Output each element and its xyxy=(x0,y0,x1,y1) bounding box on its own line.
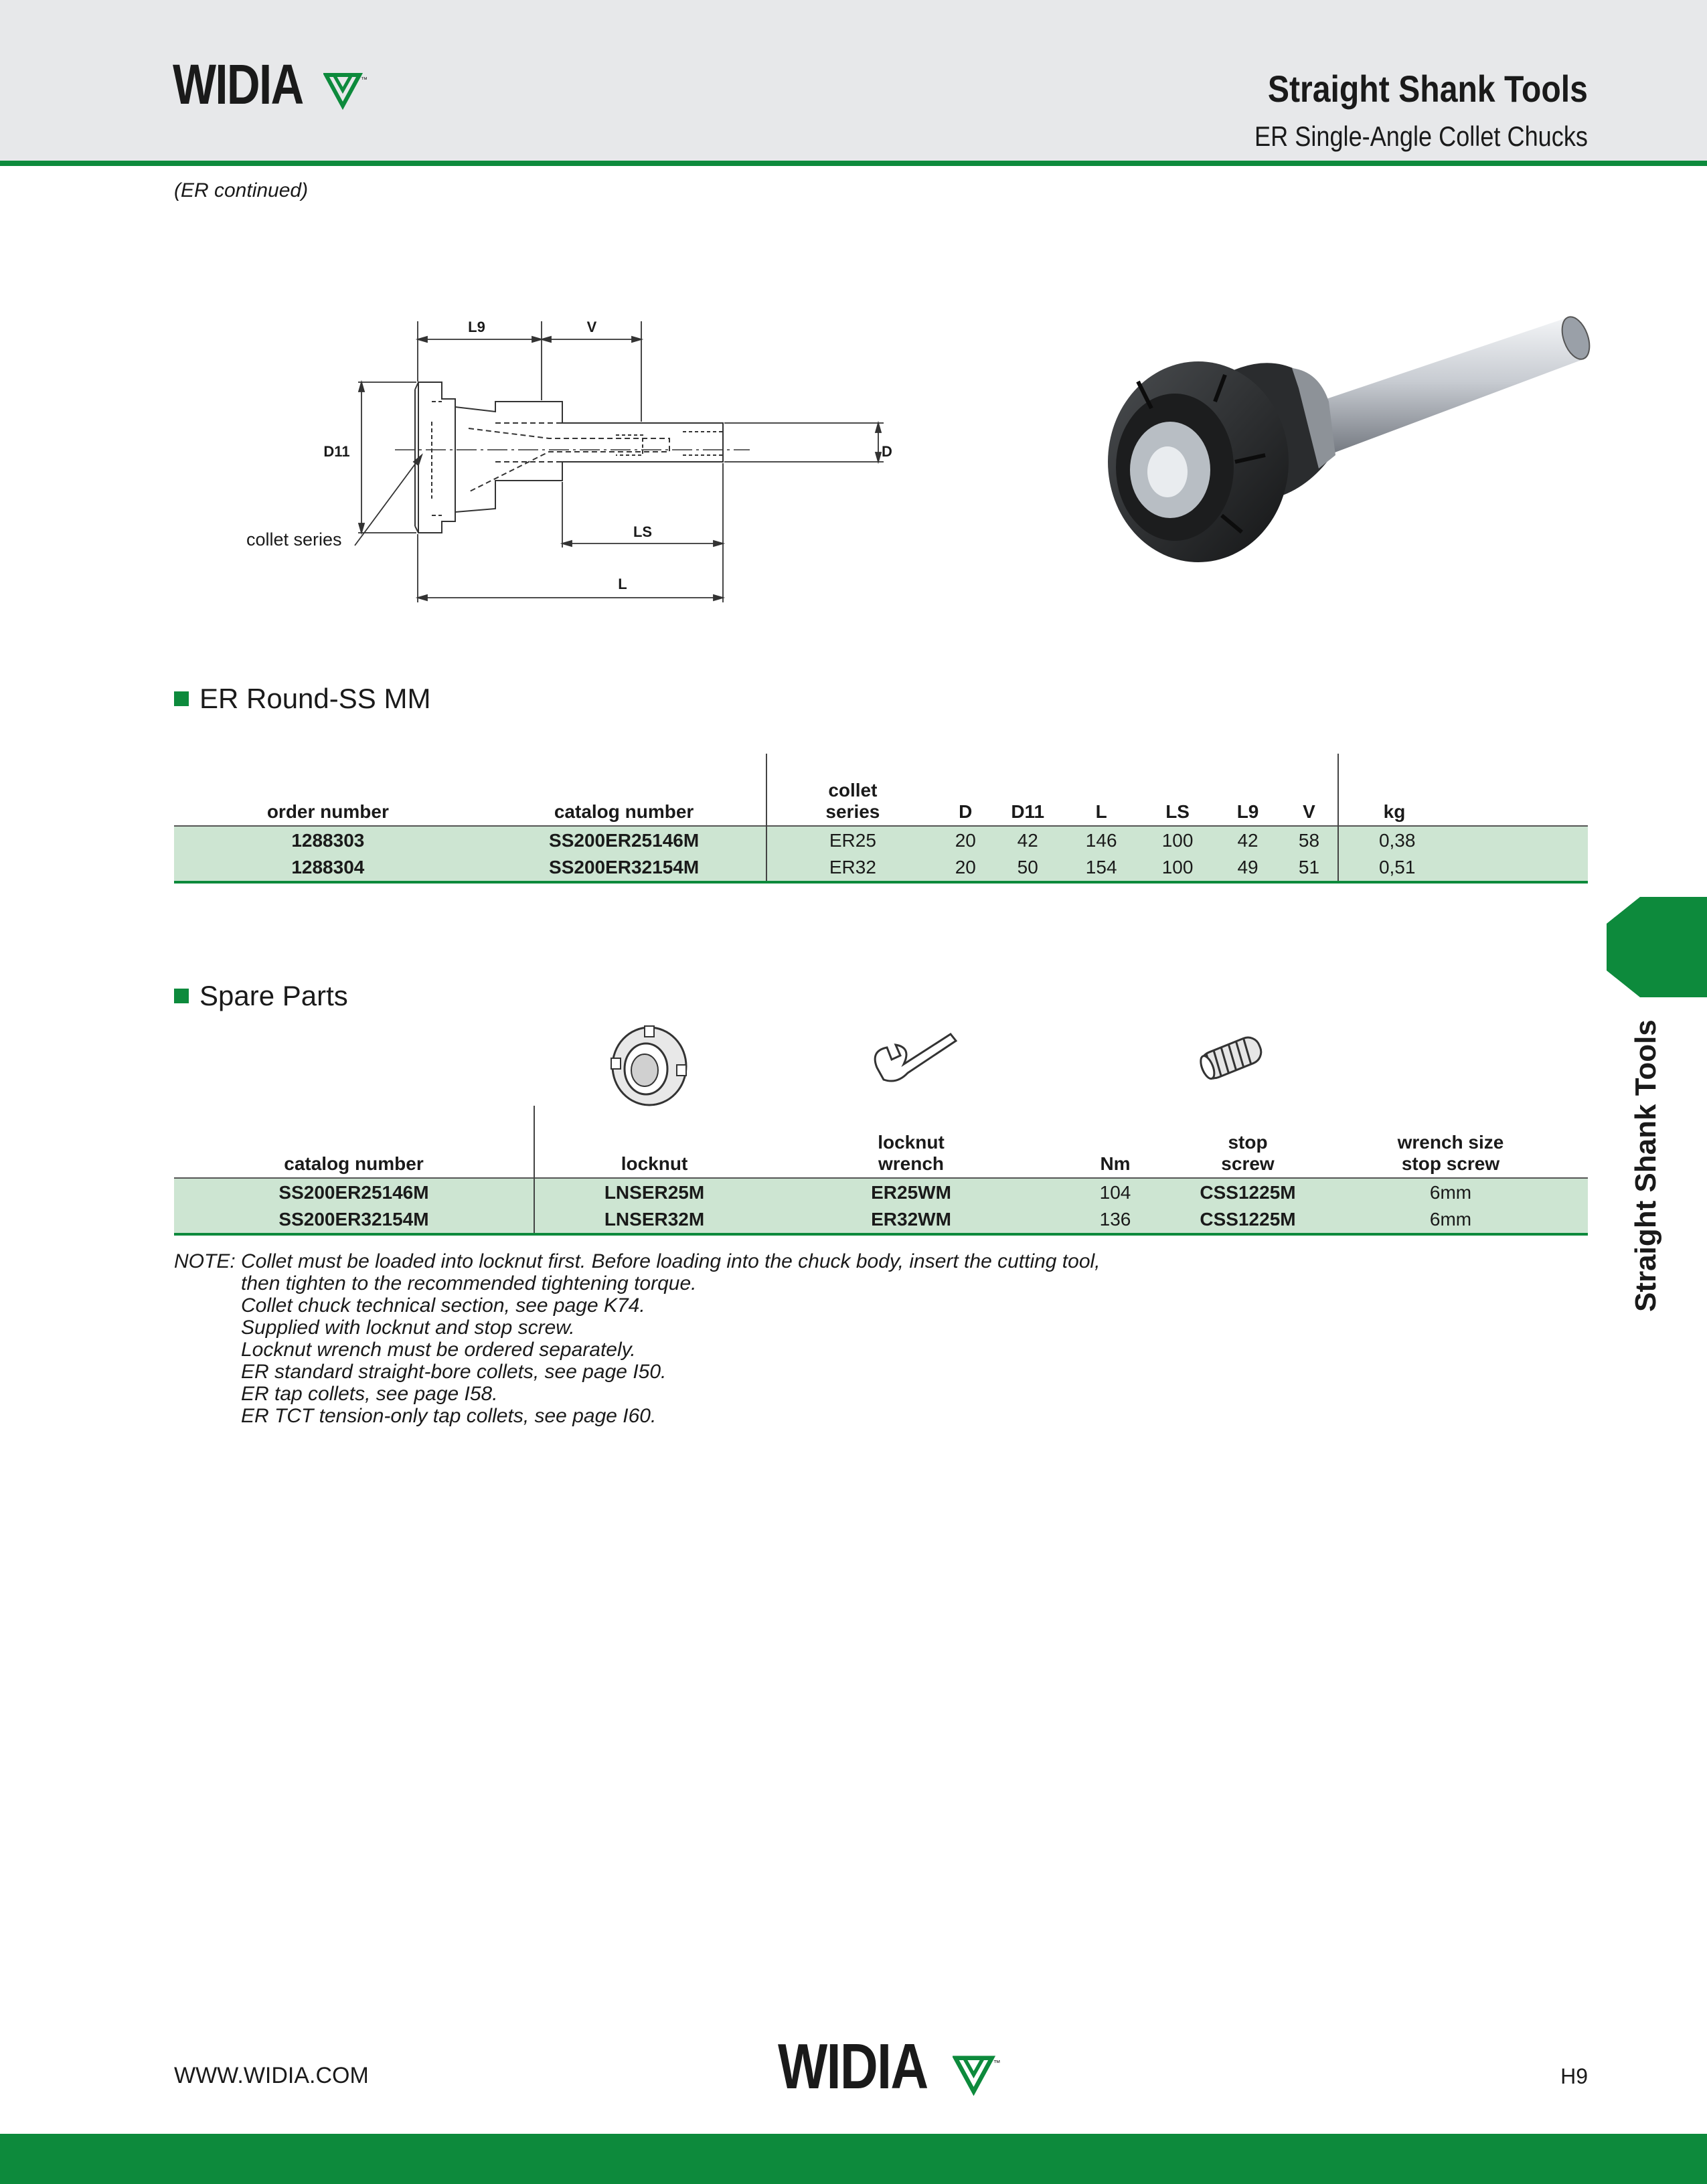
collet-chuck-photo xyxy=(1098,301,1607,569)
header-locknut-wrench: locknut wrench xyxy=(878,1132,945,1174)
er-round-table xyxy=(174,754,1588,884)
section-bullet-icon xyxy=(174,989,189,1003)
page-title: Straight Shank Tools xyxy=(1267,68,1588,110)
table-row: 1288304 SS200ER32154M ER32 20 50 154 100 49 51 0,51 xyxy=(174,854,1588,882)
footer-bar xyxy=(0,2134,1707,2184)
header-d: D xyxy=(959,801,973,822)
header-collet-series: collet series xyxy=(766,754,938,826)
spare-parts-table xyxy=(174,1106,1588,1236)
section-er-round-ss-mm: ER Round-SS MM xyxy=(174,683,430,715)
header-order-number: order number xyxy=(266,801,389,822)
label-d11: D11 xyxy=(323,443,350,460)
notes-label: NOTE: xyxy=(174,1250,236,1272)
header-rule xyxy=(0,161,1707,166)
wrench-icon xyxy=(864,1021,964,1101)
header-v: V xyxy=(1303,801,1315,822)
locknut-icon xyxy=(606,1021,693,1108)
dimension-drawing xyxy=(241,308,897,616)
svg-text:™: ™ xyxy=(993,2059,1001,2068)
section-spare-parts: Spare Parts xyxy=(174,980,348,1012)
widia-logo: WIDIA ™ xyxy=(173,56,370,112)
table-row: 1288303 SS200ER25146M ER25 20 42 146 100 42 58 0,38 xyxy=(174,826,1588,854)
page-subtitle: ER Single-Angle Collet Chucks xyxy=(1254,120,1588,152)
header-wrench-size: wrench size stop screw xyxy=(1397,1132,1504,1174)
label-v: V xyxy=(586,319,597,335)
note-line: Supplied with locknut and stop screw. xyxy=(241,1317,575,1339)
note-line: ER standard straight-bore collets, see page I50. xyxy=(241,1361,667,1383)
note-line: Collet must be loaded into locknut first. Before loading into the chuck body, insert the cutting tool, xyxy=(241,1250,1101,1272)
footer-widia-logo: WIDIA ™ xyxy=(778,2035,1003,2099)
note-line: ER tap collets, see page I58. xyxy=(241,1383,498,1405)
header-l: L xyxy=(1095,801,1107,822)
page-number: H9 xyxy=(1560,2064,1588,2088)
continued-note: (ER continued) xyxy=(174,179,309,201)
label-collet-series: collet series xyxy=(246,529,342,550)
widia-triangle-icon xyxy=(323,72,370,112)
note-line: Collet chuck technical section, see page K74. xyxy=(241,1294,645,1317)
header-kg: kg xyxy=(1338,754,1588,826)
header-locknut: locknut xyxy=(534,1106,774,1178)
header-d11: D11 xyxy=(1011,801,1045,822)
header-nm: Nm xyxy=(1100,1153,1131,1174)
header-ls: LS xyxy=(1165,801,1190,822)
stop-screw-icon xyxy=(1188,1024,1275,1091)
note-line: Locknut wrench must be ordered separately. xyxy=(241,1339,636,1361)
label-l9: L9 xyxy=(468,319,485,335)
label-d: D xyxy=(882,443,892,460)
widia-triangle-icon xyxy=(953,2055,1003,2099)
svg-text:™: ™ xyxy=(361,76,368,84)
table-row: SS200ER32154M LNSER32M ER32WM 136 CSS1225M 6mm xyxy=(174,1206,1588,1234)
header-stop-screw: stop screw xyxy=(1221,1132,1275,1174)
header-catalog-number: catalog number xyxy=(554,801,694,822)
label-l: L xyxy=(618,576,627,592)
note-line: then tighten to the recommended tightening torque. xyxy=(241,1272,697,1294)
section-bullet-icon xyxy=(174,691,189,706)
side-tab-label: Straight Shank Tools xyxy=(1629,1019,1662,1312)
notes-block xyxy=(174,1250,1101,1427)
label-ls: LS xyxy=(633,523,653,540)
table-row: SS200ER25146M LNSER25M ER25WM 104 CSS1225M 6mm xyxy=(174,1178,1588,1206)
note-line: ER TCT tension-only tap collets, see page I60. xyxy=(241,1405,657,1427)
header-catalog-number: catalog number xyxy=(284,1153,424,1174)
header-l9: L9 xyxy=(1236,801,1259,822)
footer-url: WWW.WIDIA.COM xyxy=(174,2063,369,2088)
side-tab-marker xyxy=(1607,897,1707,997)
